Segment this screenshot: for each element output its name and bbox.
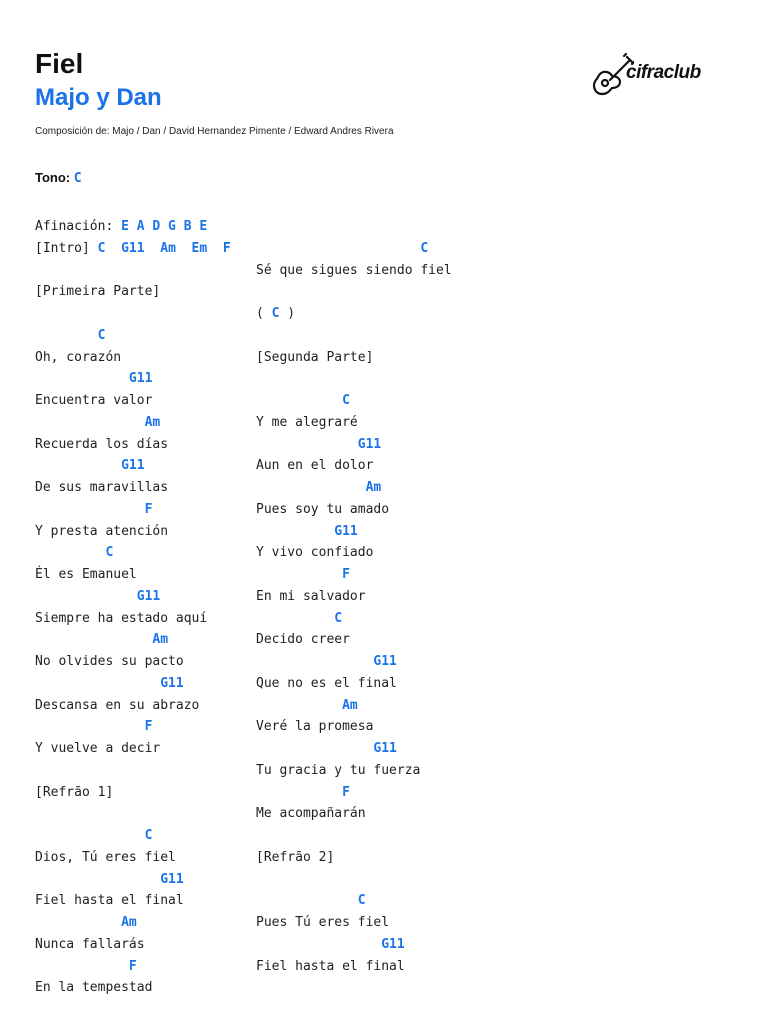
chord[interactable]: C (35, 545, 114, 561)
lyric-line: Fiel hasta el final (256, 958, 405, 974)
tuning-line (35, 216, 245, 238)
chord[interactable]: F (35, 958, 137, 974)
lyric-line: De sus maravillas (35, 480, 169, 495)
lyric-line: Aun en el dolor (256, 458, 374, 474)
logo-text: cifraclub (626, 62, 701, 83)
tuning-notes[interactable]: E A D G B E (121, 219, 208, 234)
lyric-line: Él es Emanuel (35, 567, 137, 582)
lyric-line: Dios, Tú eres fiel (35, 849, 176, 865)
blank-line (35, 303, 245, 325)
blank-line (35, 260, 245, 282)
lyric-line: [Refrão 1] (35, 784, 114, 800)
chord[interactable]: F (35, 719, 153, 735)
chord[interactable]: G11 (35, 458, 145, 474)
key-label: Tono: (35, 170, 71, 185)
tuning-label: Afinación: (35, 219, 122, 234)
chord-sheet-right-column (256, 216, 556, 977)
blank-line (35, 760, 245, 782)
lyric-line: Decido creer (256, 632, 350, 648)
lyric-line: Pues soy tu amado (256, 501, 390, 517)
chord[interactable]: C (256, 893, 366, 909)
lyric-line: Descansa en su abrazo (35, 697, 200, 713)
cifraclub-logo[interactable] (590, 50, 700, 98)
chord[interactable]: Am (35, 414, 161, 430)
chord[interactable]: F (256, 567, 350, 582)
chord[interactable]: C (256, 240, 429, 256)
chord-line (256, 303, 556, 325)
paren-open: ( (256, 306, 272, 321)
chord[interactable]: F (35, 501, 153, 517)
lyric-line: [Refrão 2] (256, 849, 335, 865)
lyric-line: Tu gracia y tu fuerza (256, 762, 421, 778)
chord[interactable]: Am (35, 632, 169, 648)
lyric-line: No olvides su pacto (35, 654, 184, 669)
key-value[interactable]: C (73, 171, 82, 186)
lyric-line: Sé que sigues siendo fiel (256, 262, 452, 278)
blank-line (256, 216, 556, 238)
chord[interactable]: C (35, 327, 106, 343)
chord[interactable]: Am (35, 915, 137, 930)
lyric-line: Y vuelve a decir (35, 741, 161, 756)
key-info (35, 169, 82, 188)
lyric-line: En mi salvador (256, 588, 366, 604)
lyric-line: Recuerda los días (35, 436, 169, 452)
chord[interactable]: G11 (35, 371, 153, 387)
lyric-line: Encuentra valor (35, 393, 153, 408)
lyric-line: [Segunda Parte] (256, 349, 374, 365)
chord-sheet-left-column (35, 216, 245, 999)
chord[interactable]: G11 (35, 871, 184, 887)
lyric-line: Nunca fallarás (35, 936, 145, 952)
lyric-line: Me acompañarán (256, 806, 366, 822)
blank-line (35, 803, 245, 825)
blank-line (256, 825, 556, 847)
blank-line (256, 869, 556, 891)
blank-line (256, 281, 556, 303)
chord[interactable]: G11 (256, 936, 405, 952)
chord[interactable]: G11 (256, 741, 397, 756)
chord[interactable]: G11 (256, 523, 358, 539)
blank-line (256, 368, 556, 390)
lyric-line: Y me alegraré (256, 414, 358, 430)
lyric-line: Pues Tú eres fiel (256, 915, 390, 930)
chord[interactable]: G11 (256, 654, 397, 669)
lyric-line: Y presta atención (35, 523, 169, 539)
lyric-line: Fiel hasta el final (35, 893, 184, 909)
chord[interactable]: C (256, 610, 343, 626)
chord[interactable]: C (256, 393, 350, 408)
lyric-line: Siempre ha estado aquí (35, 610, 208, 626)
chord[interactable]: C (35, 828, 153, 843)
paren-close: ) (279, 306, 296, 321)
lyric-line: Y vivo confiado (256, 545, 374, 561)
lyric-line: Que no es el final (256, 675, 397, 691)
blank-line (256, 325, 556, 347)
intro-line (35, 238, 245, 260)
lyric-line: En la tempestad (35, 980, 153, 996)
chord[interactable]: C (271, 306, 280, 321)
chord[interactable]: G11 (35, 588, 161, 604)
section-label: [Intro] (35, 240, 98, 256)
chord[interactable]: G11 (256, 436, 382, 452)
chord[interactable]: G11 (35, 675, 184, 691)
chord[interactable]: C G11 Am Em F (97, 240, 231, 256)
composer-credits: Composición de: Majo / Dan / David Hernandez Pimente / Edward Andres Rivera (35, 126, 394, 137)
lyric-line: Veré la promesa (256, 719, 374, 735)
chord[interactable]: Am (256, 480, 382, 495)
chord[interactable]: F (256, 784, 350, 800)
lyric-line: Oh, corazón (35, 349, 122, 365)
lyric-line: [Primeira Parte] (35, 284, 161, 300)
artist-name[interactable]: Majo y Dan (35, 84, 162, 111)
chord[interactable]: Am (256, 697, 358, 713)
song-title: Fiel (35, 48, 84, 79)
